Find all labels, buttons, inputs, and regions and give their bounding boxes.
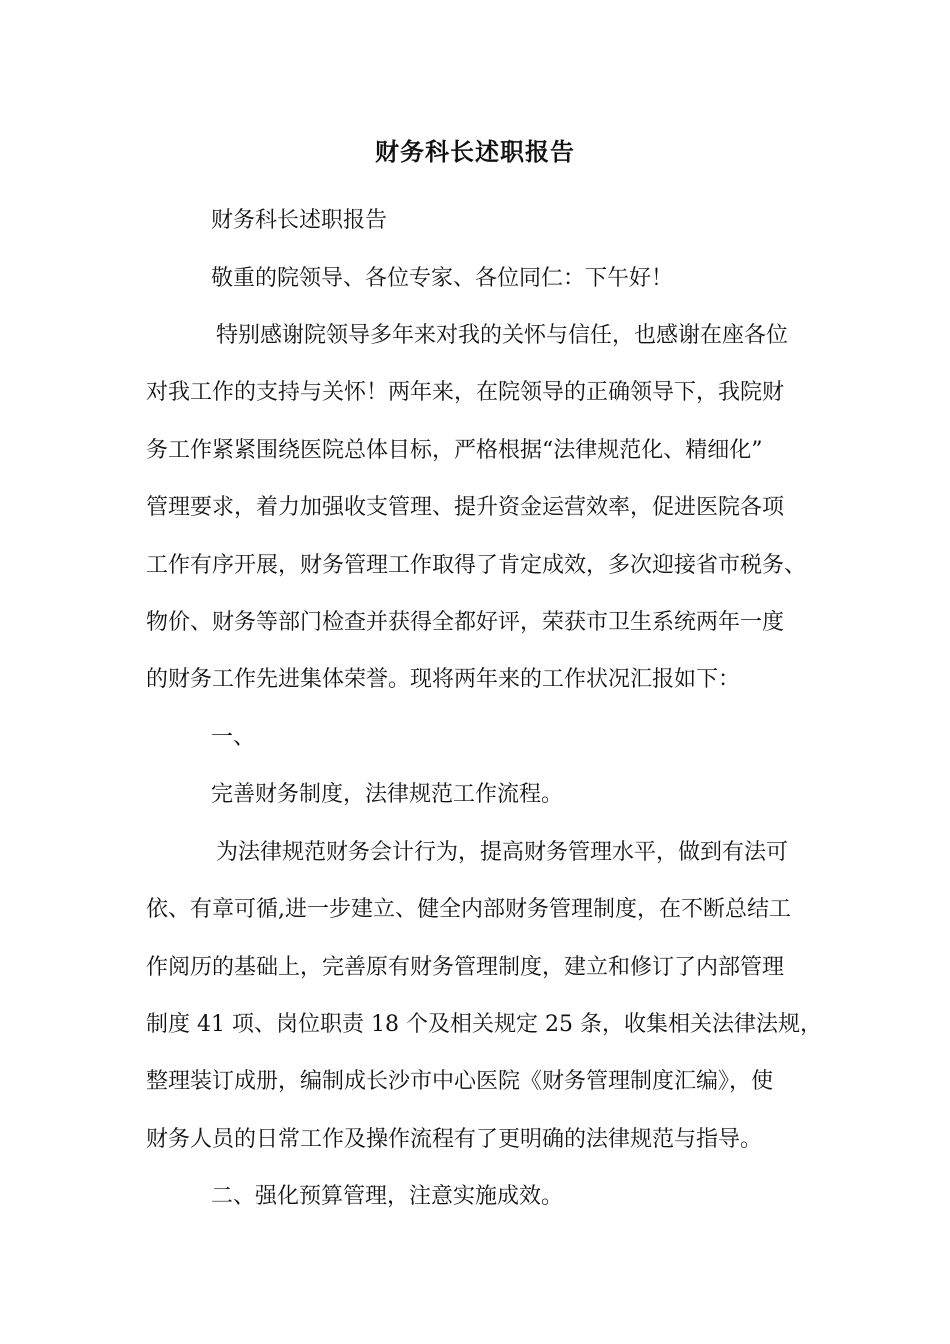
paragraph-line: 对我工作的支持与关怀！两年来，在院领导的正确领导下，我院财 <box>146 380 785 405</box>
paragraph-line: 依、有章可循,进一步建立、健全内部财务管理制度，在不断总结工 <box>146 897 791 922</box>
paragraph-line: 为法律规范财务会计行为，提高财务管理水平，做到有法可 <box>216 840 789 865</box>
document-title: 财务科长述职报告 <box>375 137 575 166</box>
paragraph-line: 工作有序开展，财务管理工作取得了肯定成效，多次迎接省市税务、 <box>146 553 807 578</box>
greeting-line: 敬重的院领导、各位专家、各位同仁：下午好！ <box>211 266 674 291</box>
paragraph-line: 整理装订成册，编制成长沙市中心医院《财务管理制度汇编》，使 <box>146 1069 774 1094</box>
paragraph-line: 作阅历的基础上，完善原有财务管理制度，建立和修订了内部管理 <box>146 955 785 980</box>
paragraph-line: 财务人员的日常工作及操作流程有了更明确的法律规范与指导。 <box>146 1127 763 1152</box>
section-heading: 完善财务制度，法律规范工作流程。 <box>211 782 564 807</box>
paragraph-line: 物价、财务等部门检查并获得全都好评，荣获市卫生系统两年一度 <box>146 610 785 635</box>
section-heading: 二、强化预算管理，注意实施成效。 <box>211 1184 564 1209</box>
section-number: 一、 <box>211 725 256 750</box>
paragraph-line: 务工作紧紧围绕医院总体目标，严格根据“法律规范化、精细化” <box>146 438 763 463</box>
paragraph-line: 的财务工作先进集体荣誉。现将两年来的工作状况汇报如下： <box>146 667 741 692</box>
paragraph-line: 管理要求，着力加强收支管理、提升资金运营效率，促进医院各项 <box>146 495 785 520</box>
subtitle-line: 财务科长述职报告 <box>211 208 388 233</box>
paragraph-line: 制度 41 项、岗位职责 18 个及相关规定 25 条，收集相关法律法规， <box>146 1012 822 1037</box>
paragraph-line: 特别感谢院领导多年来对我的关怀与信任，也感谢在座各位 <box>216 323 789 348</box>
